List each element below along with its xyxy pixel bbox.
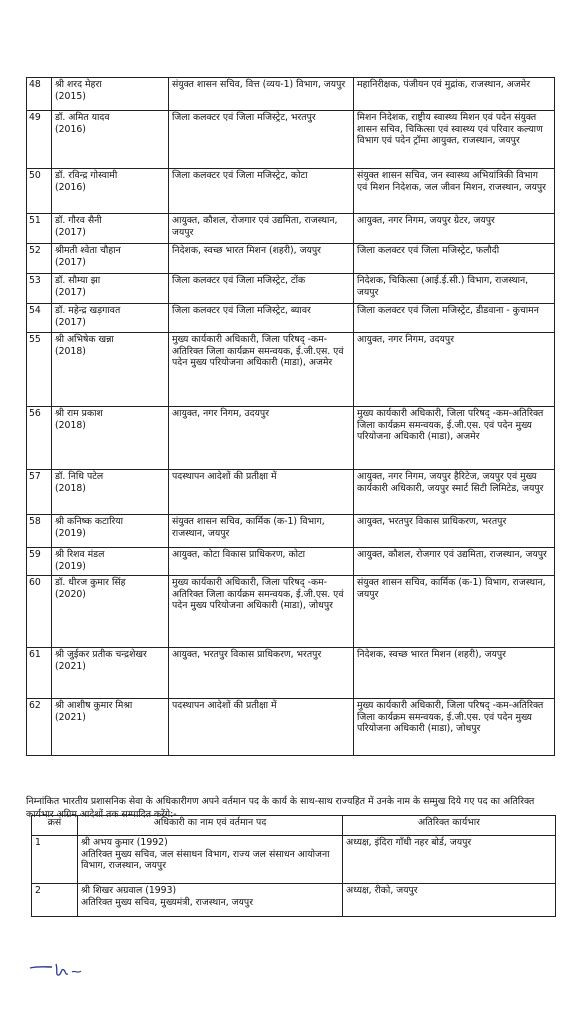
table-row xyxy=(27,407,555,470)
serial-number: 52 xyxy=(27,244,52,274)
officer-cell xyxy=(52,244,169,274)
officer-batch-year: (2019) xyxy=(55,560,86,572)
officer-name: श्री आशीष कुमार मिश्रा xyxy=(55,700,133,711)
new-post: संयुक्त शासन सचिव, कार्मिक (क-1) विभाग, राजस्थान, जयपुर xyxy=(354,576,555,648)
officer-batch-year: (2015) xyxy=(55,90,86,102)
officer-cell xyxy=(52,470,169,515)
officer-name: डॉ. सौम्या झा xyxy=(55,275,101,286)
officer-name: डॉ. गौरव सैनी xyxy=(55,215,102,226)
new-post: महानिरीक्षक, पंजीयन एवं मुद्रांक, राजस्थान, अजमेर xyxy=(354,78,555,111)
officer-name: डॉ. रविन्द्र गोस्वामी xyxy=(55,170,118,181)
new-post: आयुक्त, नगर निगम, जयपुर हैरिटेज, जयपुर एवं मुख्य कार्यकारी अधिकारी, जयपुर स्मार्ट सिटी लिमिटेड, जयपुर xyxy=(354,470,555,515)
serial-number: 50 xyxy=(27,169,52,214)
officer-name: श्री अभय कुमार (1992) xyxy=(81,837,168,848)
handwritten-signature xyxy=(28,958,98,982)
officer-batch-year: (2017) xyxy=(55,226,86,238)
officer-batch-year: (2018) xyxy=(55,419,86,431)
table-row xyxy=(27,699,555,756)
current-post: संयुक्त शासन सचिव, कार्मिक (क-1) विभाग, राजस्थान, जयपुर xyxy=(169,515,354,548)
current-post: पदस्थापन आदेशों की प्रतीक्षा में xyxy=(169,699,354,756)
table-row xyxy=(27,304,555,333)
officer-batch-year: (2017) xyxy=(55,316,86,328)
officer-cell xyxy=(52,576,169,648)
officer-cell xyxy=(78,884,343,917)
officer-batch-year: (2019) xyxy=(55,527,86,539)
additional-charge-table xyxy=(31,815,556,917)
table-row xyxy=(27,648,555,699)
serial-number: 53 xyxy=(27,274,52,304)
officer-batch-year: (2016) xyxy=(55,123,86,135)
table-row xyxy=(27,470,555,515)
officer-cell xyxy=(52,548,169,576)
new-post: जिला कलक्टर एवं जिला मजिस्ट्रेट, फलौदी xyxy=(354,244,555,274)
new-post: निदेशक, स्वच्छ भारत मिशन (शहरी), जयपुर xyxy=(354,648,555,699)
officer-name: डॉ. धीरज कुमार सिंह xyxy=(55,577,126,588)
table-row xyxy=(27,214,555,244)
column-header-serial: क्रसं xyxy=(32,816,78,836)
officer-name: डॉ. अमित यादव xyxy=(55,112,110,123)
serial-number: 62 xyxy=(27,699,52,756)
officer-name: श्री अभिषेक खन्ना xyxy=(55,334,114,345)
current-post: मुख्य कार्यकारी अधिकारी, जिला परिषद् -कम-अतिरिक्त जिला कार्यक्रम समन्वयक, ई.जी.एस. एवं पदेन मुख्य परियोजना अधिकारी (माडा), जोधपुर xyxy=(169,576,354,648)
table-row xyxy=(27,548,555,576)
additional-charge-paragraph: निम्नांकित भारतीय प्रशासनिक सेवा के अधिकारीगण अपने वर्तमान पद के कार्य के साथ-साथ राज्यहित में उनके नाम के सम्मुख दिये गए पद का अतिरिक्त कार्यभार अग्रिम आदेशों तक सम्पादित करेंगे:- xyxy=(26,796,535,820)
officer-cell xyxy=(52,111,169,169)
officer-cell xyxy=(52,304,169,333)
new-post: मिशन निदेशक, राष्ट्रीय स्वास्थ्य मिशन एवं पदेन संयुक्त शासन सचिव, चिकित्सा एवं स्वास्थ्य एवं परिवार कल्याण विभाग एवं पदेन ट्रॉमा आयुक्त, राजस्थान, जयपुर xyxy=(354,111,555,169)
serial-number: 61 xyxy=(27,648,52,699)
serial-number: 57 xyxy=(27,470,52,515)
transfer-table xyxy=(26,77,555,756)
current-post: संयुक्त शासन सचिव, वित्त (व्यय-1) विभाग, जयपुर xyxy=(169,78,354,111)
current-post: जिला कलक्टर एवं जिला मजिस्ट्रेट, ब्यावर xyxy=(169,304,354,333)
officer-cell xyxy=(52,274,169,304)
additional-charge: अध्यक्ष, इंदिरा गाँधी नहर बोर्ड, जयपुर xyxy=(343,836,556,884)
officer-name: श्री कनिष्क कटारिया xyxy=(55,516,124,527)
new-post: मुख्य कार्यकारी अधिकारी, जिला परिषद् -कम-अतिरिक्त जिला कार्यक्रम समन्वयक, ई.जी.एस. एवं पदेन मुख्य परियोजना अधिकारी (माडा), जोधपुर xyxy=(354,699,555,756)
current-post: आयुक्त, कौशल, रोजगार एवं उद्यमिता, राजस्थान, जयपुर xyxy=(169,214,354,244)
officer-batch-year: (2020) xyxy=(55,588,86,600)
officer-cell xyxy=(52,169,169,214)
new-post: आयुक्त, भरतपुर विकास प्राधिकरण, भरतपुर xyxy=(354,515,555,548)
officer-name: डॉ. महेन्द्र खड़गावत xyxy=(55,305,121,316)
officer-batch-year: (2018) xyxy=(55,482,86,494)
new-post: जिला कलक्टर एवं जिला मजिस्ट्रेट, डीडवाना - कुचामन xyxy=(354,304,555,333)
officer-cell xyxy=(78,836,343,884)
new-post: आयुक्त, कौशल, रोजगार एवं उद्यमिता, राजस्थान, जयपुर xyxy=(354,548,555,576)
table-row xyxy=(27,274,555,304)
current-post: जिला कलक्टर एवं जिला मजिस्ट्रेट, कोटा xyxy=(169,169,354,214)
officer-batch-year: (2018) xyxy=(55,345,86,357)
table-row xyxy=(27,78,555,111)
serial-number: 59 xyxy=(27,548,52,576)
serial-number: 56 xyxy=(27,407,52,470)
new-post: मुख्य कार्यकारी अधिकारी, जिला परिषद् -कम-अतिरिक्त जिला कार्यक्रम समन्वयक, ई.जी.एस. एवं पदेन मुख्य परियोजना अधिकारी (माडा), अजमेर xyxy=(354,407,555,470)
transfer-table-body xyxy=(27,78,555,756)
officer-name: श्री शिखर अग्रवाल (1993) xyxy=(81,885,177,896)
officer-post: अतिरिक्त मुख्य सचिव, मुख्यमंत्री, राजस्थान, जयपुर xyxy=(81,896,254,908)
table-row xyxy=(27,244,555,274)
officer-name: श्री रिशव मंडल xyxy=(55,549,105,560)
officer-name: डॉ. निधि पटेल xyxy=(55,471,104,482)
officer-batch-year: (2017) xyxy=(55,286,86,298)
officer-name: श्री जुईकर प्रतीक चन्द्रशेखर xyxy=(55,649,147,660)
serial-number: 60 xyxy=(27,576,52,648)
officer-name: श्री शरद मेहरा xyxy=(55,79,102,90)
current-post: आयुक्त, भरतपुर विकास प्राधिकरण, भरतपुर xyxy=(169,648,354,699)
officer-batch-year: (2017) xyxy=(55,256,86,268)
serial-number: 51 xyxy=(27,214,52,244)
officer-cell xyxy=(52,333,169,407)
serial-number: 58 xyxy=(27,515,52,548)
officer-name: श्रीमती श्वेता चौहान xyxy=(55,245,121,256)
current-post: जिला कलक्टर एवं जिला मजिस्ट्रेट, टोंक xyxy=(169,274,354,304)
officer-cell xyxy=(52,78,169,111)
table-row xyxy=(27,333,555,407)
new-post: आयुक्त, नगर निगम, जयपुर ग्रेटर, जयपुर xyxy=(354,214,555,244)
new-post: आयुक्त, नगर निगम, उदयपुर xyxy=(354,333,555,407)
serial-number: 55 xyxy=(27,333,52,407)
table-row xyxy=(32,884,556,917)
table-row xyxy=(27,169,555,214)
current-post: आयुक्त, कोटा विकास प्राधिकरण, कोटा xyxy=(169,548,354,576)
officer-cell xyxy=(52,515,169,548)
current-post: मुख्य कार्यकारी अधिकारी, जिला परिषद् -कम-अतिरिक्त जिला कार्यक्रम समन्वयक, ई.जी.एस. एवं पदेन मुख्य परियोजना अधिकारी (माडा), अजमेर xyxy=(169,333,354,407)
current-post: पदस्थापन आदेशों की प्रतीक्षा में xyxy=(169,470,354,515)
serial-number: 48 xyxy=(27,78,52,111)
new-post: संयुक्त शासन सचिव, जन स्वास्थ्य अभियांत्रिकी विभाग एवं मिशन निदेशक, जल जीवन मिशन, राजस्थान, जयपुर xyxy=(354,169,555,214)
officer-batch-year: (2016) xyxy=(55,181,86,193)
officer-cell xyxy=(52,699,169,756)
serial-number: 49 xyxy=(27,111,52,169)
table-row xyxy=(27,576,555,648)
current-post: आयुक्त, नगर निगम, उदयपुर xyxy=(169,407,354,470)
table-row xyxy=(27,111,555,169)
officer-name: श्री राम प्रकाश xyxy=(55,408,103,419)
serial-number: 1 xyxy=(32,836,78,884)
officer-batch-year: (2021) xyxy=(55,660,86,672)
table-row xyxy=(27,515,555,548)
new-post: निदेशक, चिकित्सा (आई.ई.सी.) विभाग, राजस्थान, जयपुर xyxy=(354,274,555,304)
officer-post: अतिरिक्त मुख्य सचिव, जल संसाधन विभाग, राज्य जल संसाधन आयोजना विभाग, राजस्थान, जयपुर xyxy=(81,848,330,872)
officer-cell xyxy=(52,214,169,244)
current-post: जिला कलक्टर एवं जिला मजिस्ट्रेट, भरतपुर xyxy=(169,111,354,169)
column-header-officer: अधिकारी का नाम एवं वर्तमान पद xyxy=(78,816,343,836)
officer-cell xyxy=(52,648,169,699)
column-header-charge: अतिरिक्त कार्यभार xyxy=(343,816,556,836)
officer-cell xyxy=(52,407,169,470)
table-header-row xyxy=(32,816,556,836)
serial-number: 2 xyxy=(32,884,78,917)
additional-charge: अध्यक्ष, रीको, जयपुर xyxy=(343,884,556,917)
serial-number: 54 xyxy=(27,304,52,333)
table-row xyxy=(32,836,556,884)
officer-batch-year: (2021) xyxy=(55,711,86,723)
current-post: निदेशक, स्वच्छ भारत मिशन (शहरी), जयपुर xyxy=(169,244,354,274)
